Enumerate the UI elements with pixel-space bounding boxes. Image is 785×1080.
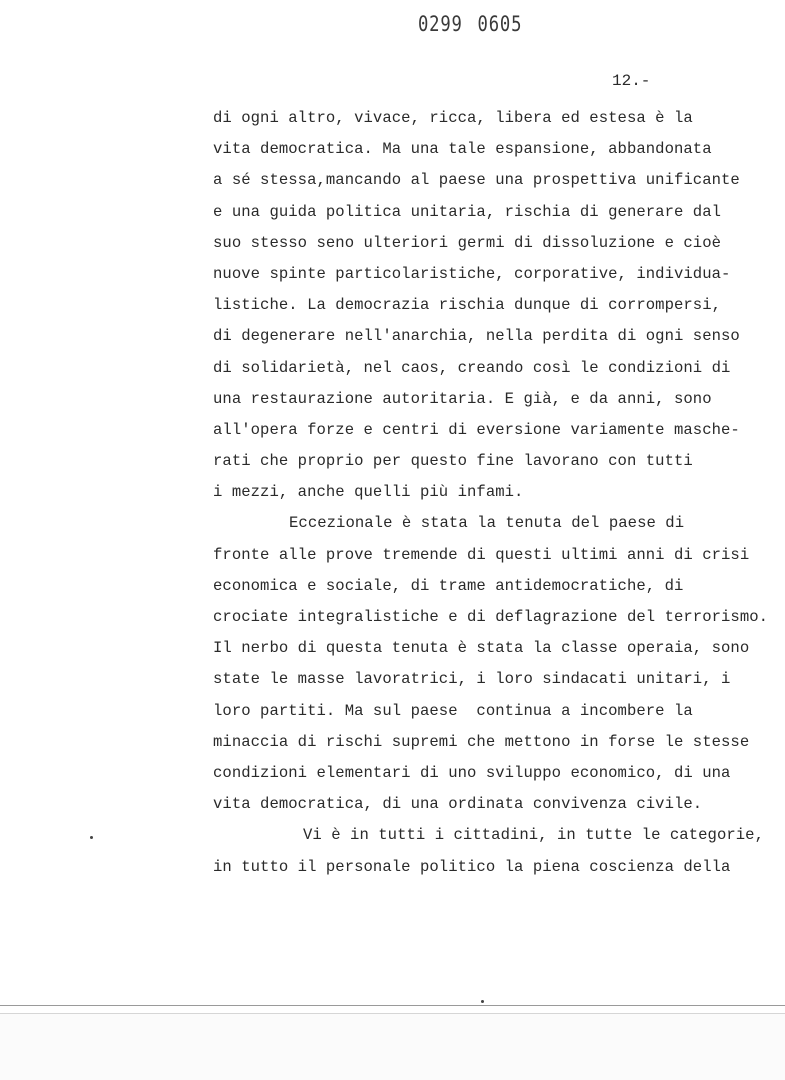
text-line: di ogni altro, vivace, ricca, libera ed estesa è la <box>213 109 693 127</box>
archive-stamp-number <box>418 12 537 36</box>
text-line: economica e sociale, di trame antidemocratiche, di <box>213 576 684 595</box>
text-line: di degenerare nell'anarchia, nella perdita di ogni senso <box>213 327 740 346</box>
text-line: di solidarietà, nel caos, creando così le condizioni di <box>213 358 731 377</box>
text-line: vita democratica. Ma una tale espansione, abbandonata <box>213 140 712 159</box>
page-bottom-shadow <box>0 1013 785 1014</box>
text-line: state le masse lavoratrici, i loro sindacati unitari, i <box>213 670 731 689</box>
text-line: e una guida politica unitaria, rischia di generare dal <box>213 202 722 221</box>
text-line: crociate integralistiche e di deflagrazione del terrorismo. <box>213 608 769 626</box>
text-line: listiche. La democrazia rischia dunque di corrompersi, <box>213 296 722 315</box>
text-line: condizioni elementari di uno sviluppo economico, di una <box>213 763 731 782</box>
text-line: a sé stessa,mancando al paese una prospettiva unificante <box>213 171 740 190</box>
page-bottom-edge <box>0 1005 785 1006</box>
text-line: rati che proprio per questo fine lavorano con tutti <box>213 452 693 471</box>
paragraph-start-line: Vi è in tutti i cittadini, in tutte le categorie, <box>303 826 764 845</box>
paper-speck <box>481 1000 484 1003</box>
text-line: vita democratica, di una ordinata convivenza civile. <box>213 795 703 814</box>
page-number: 12.- <box>612 72 651 90</box>
typewritten-body <box>213 107 773 887</box>
scan-margin <box>0 1014 785 1080</box>
text-line: una restaurazione autoritaria. E già, e da anni, sono <box>213 389 712 408</box>
text-line: fronte alle prove tremende di questi ultimi anni di crisi <box>213 545 750 564</box>
paragraph-start-line: Eccezionale è stata la tenuta del paese di <box>289 514 685 533</box>
text-line: nuove spinte particolaristiche, corporative, individua- <box>213 264 731 283</box>
stamp-part-2: 0605 <box>477 12 523 36</box>
text-line: i mezzi, anche quelli più infami. <box>213 483 524 502</box>
text-line: all'opera forze e centri di eversione variamente masche- <box>213 420 740 439</box>
text-line: suo stesso seno ulteriori germi di dissoluzione e cioè <box>213 233 722 252</box>
text-line: minaccia di rischi supremi che mettono in forse le stesse <box>213 732 750 751</box>
text-line: Il nerbo di questa tenuta è stata la classe operaia, sono <box>213 639 750 658</box>
text-line: in tutto il personale politico la piena coscienza della <box>213 857 731 876</box>
paper-speck <box>90 836 93 839</box>
text-line: loro partiti. Ma sul paese continua a incombere la <box>213 701 693 720</box>
stamp-part-1: 0299 <box>418 12 463 36</box>
